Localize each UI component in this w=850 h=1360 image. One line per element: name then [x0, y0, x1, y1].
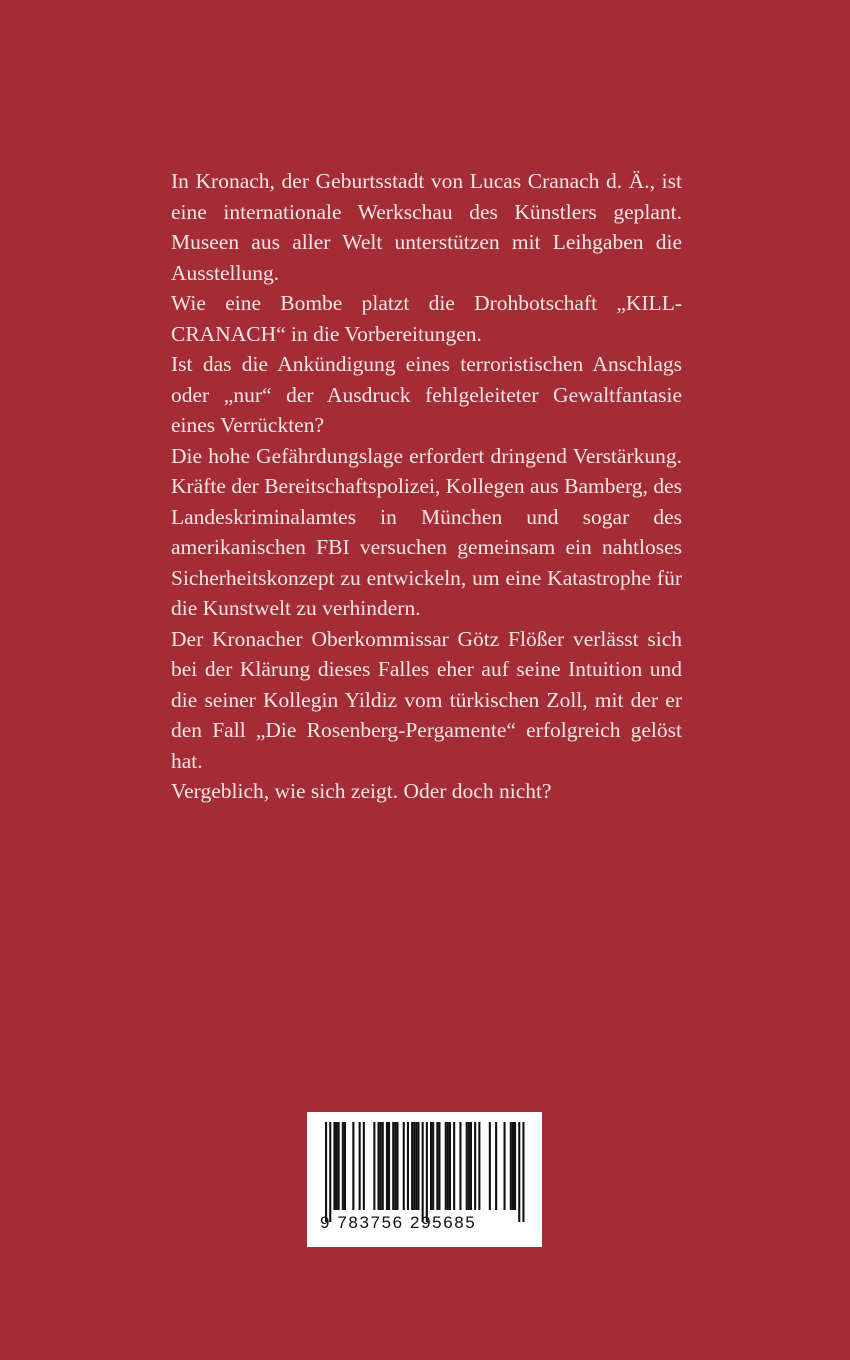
barcode-bar: [363, 1122, 365, 1210]
barcode-bar: [438, 1122, 440, 1210]
barcode-bar: [336, 1122, 338, 1210]
barcode-bar: [396, 1122, 398, 1210]
barcode-bar: [466, 1122, 468, 1210]
barcode-bar: [453, 1122, 455, 1210]
barcode-bar: [333, 1122, 335, 1210]
barcode-bar: [426, 1122, 428, 1222]
barcode-bar: [388, 1122, 390, 1210]
barcode-bar: [359, 1122, 361, 1210]
barcode-bar: [338, 1122, 340, 1210]
isbn-number: 9 783756 295685: [320, 1213, 477, 1232]
barcode-bar: [407, 1122, 409, 1210]
blurb-paragraph: Die hohe Gefährdungslage erfordert dringend Verstärkung. Kräfte der Bereitschaftspolizei, Kollegen aus Bamberg, des Landeskriminalamtes in München und sogar des amerikanischen FBI versuchen gemeinsam ein nahtloses Sicherheitskonzept zu entwickeln, um eine Katastrophe für die Kunstwelt zu verhindern.: [171, 443, 682, 620]
barcode-bar: [510, 1122, 512, 1210]
barcode-bar: [504, 1122, 506, 1210]
barcode-bar: [478, 1122, 480, 1210]
barcode-bar: [495, 1122, 497, 1210]
barcode-bar: [445, 1122, 447, 1210]
barcode-bar: [422, 1122, 424, 1222]
barcode-bar: [514, 1122, 516, 1210]
barcode-bar: [470, 1122, 472, 1210]
barcode-bar: [386, 1122, 388, 1210]
barcode-bar: [373, 1122, 375, 1210]
barcode-bar: [394, 1122, 396, 1210]
barcode-bar: [459, 1122, 461, 1210]
barcode-bar: [432, 1122, 434, 1210]
barcode-bar: [378, 1122, 380, 1210]
barcode-bar: [325, 1122, 327, 1222]
barcode-bar: [352, 1122, 354, 1210]
barcode-bar: [380, 1122, 382, 1210]
barcode-bar: [468, 1122, 470, 1210]
barcode-bar: [512, 1122, 514, 1210]
barcode-bar: [518, 1122, 520, 1222]
barcode-bar: [417, 1122, 419, 1210]
isbn-barcode: [307, 1112, 542, 1247]
barcode-bar: [447, 1122, 449, 1210]
barcode-bar: [449, 1122, 451, 1210]
blurb-paragraph: Der Kronacher Oberkommissar Götz Flößer verlässt sich bei der Klärung dieses Falles eher auf seine Intuition und die seiner Kollegin Yildiz vom türkischen Zoll, mit der er den Fall „Die Rosenberg-Pergamente“ erfolgreich gelöst hat.: [171, 626, 682, 773]
barcode-bar: [436, 1122, 438, 1210]
blurb-paragraph: In Kronach, der Geburtsstadt von Lucas Cranach d. Ä., ist eine internationale Werkschau des Künstlers geplant. Museen aus aller Welt unterstützen mit Leihgaben die Ausstellung.: [171, 169, 682, 285]
barcode-bar: [430, 1122, 432, 1210]
blurb-paragraph: Ist das die Ankündigung eines terroristischen Anschlags oder „nur“ der Ausdruck fehlgeleiteter Gewaltfantasie eines Verrückten?: [171, 352, 682, 437]
barcode-bar: [342, 1122, 344, 1210]
blurb-paragraph: Vergeblich, wie sich zeigt. Oder doch nicht?: [171, 779, 552, 803]
blurb-paragraph: Wie eine Bombe platzt die Drohbotschaft „KILL-CRANACH“ in die Vorbereitungen.: [171, 291, 682, 346]
back-cover-blurb: [171, 166, 682, 807]
barcode-bar: [382, 1122, 384, 1210]
barcode-bar: [474, 1122, 476, 1210]
barcode-bar: [413, 1122, 415, 1210]
barcode-bar: [392, 1122, 394, 1210]
barcode-bar: [329, 1122, 331, 1222]
barcode-bar: [411, 1122, 413, 1210]
barcode-bar: [415, 1122, 417, 1210]
barcode-bar: [522, 1122, 524, 1222]
barcode-bar: [344, 1122, 346, 1210]
barcode-bar: [403, 1122, 405, 1210]
barcode-bar: [489, 1122, 491, 1210]
